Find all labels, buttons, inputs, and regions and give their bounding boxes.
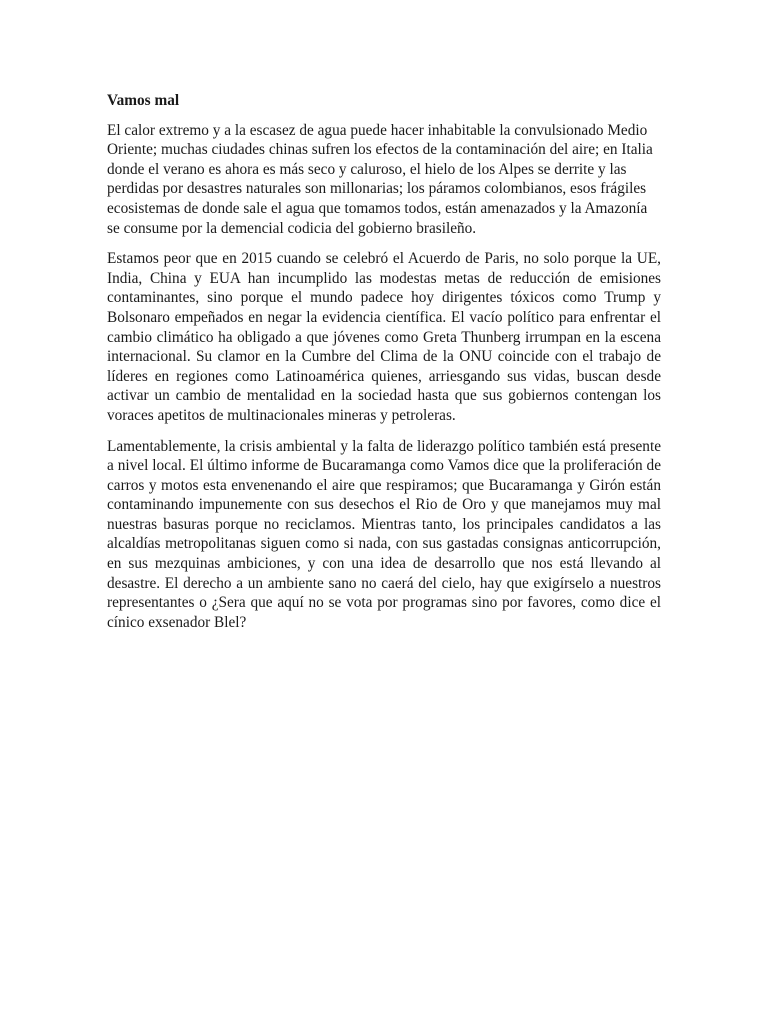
document-body bbox=[107, 91, 661, 643]
paragraph-2: Estamos peor que en 2015 cuando se celebró el Acuerdo de Paris, no solo porque la UE, India, China y EUA han incumplido las modestas metas de reducción de emisiones contaminantes, sino porque el mundo padece hoy dirigentes tóxicos como Trump y Bolsonaro empeñados en negar la evidencia científica. El vacío político para enfrentar el cambio climático ha obligado a que jóvenes como Greta Thunberg irrumpan en la escena internacional. Su clamor en la Cumbre del Clima de la ONU coincide con el trabajo de líderes en regiones como Latinoamérica quienes, arriesgando sus vidas, buscan desde activar un cambio de mentalidad en la sociedad hasta que sus gobiernos contengan los voraces apetitos de multinacionales mineras y petroleras. bbox=[107, 250, 661, 424]
document-title: Vamos mal bbox=[107, 92, 180, 109]
paragraph-1: El calor extremo y a la escasez de agua puede hacer inhabitable la convulsionado Medio Oriente; muchas ciudades chinas sufren los efectos de la contaminación del aire; en Italia donde el verano es ahora es más seco y caluroso, el hielo de los Alpes se derrite y las perdidas por desastres naturales son millonarias; los páramos colombianos, esos frágiles ecosistemas de donde sale el agua que tomamos todos, están amenazados y la Amazonía se consume por la demencial codicia del gobierno brasileño. bbox=[107, 121, 653, 237]
paragraph-3: Lamentablemente, la crisis ambiental y la falta de liderazgo político también está presente a nivel local. El último informe de Bucaramanga como Vamos dice que la proliferación de carros y motos esta envenenando el aire que respiramos; que Bucaramanga y Girón están contaminando impunemente con sus desechos el Rio de Oro y que manejamos muy mal nuestras basuras porque no reciclamos. Mientras tanto, los principales candidatos a las alcaldías metropolitanas siguen como si nada, con sus gastadas consignas anticorrupción, en sus mezquinas ambiciones, y con una idea de desarrollo que nos está llevando al desastre. El derecho a un ambiente sano no caerá del cielo, hay que exigírselo a nuestros representantes o ¿Sera que aquí no se vota por programas sino por favores, como dice el cínico exsenador Blel? bbox=[107, 437, 661, 631]
